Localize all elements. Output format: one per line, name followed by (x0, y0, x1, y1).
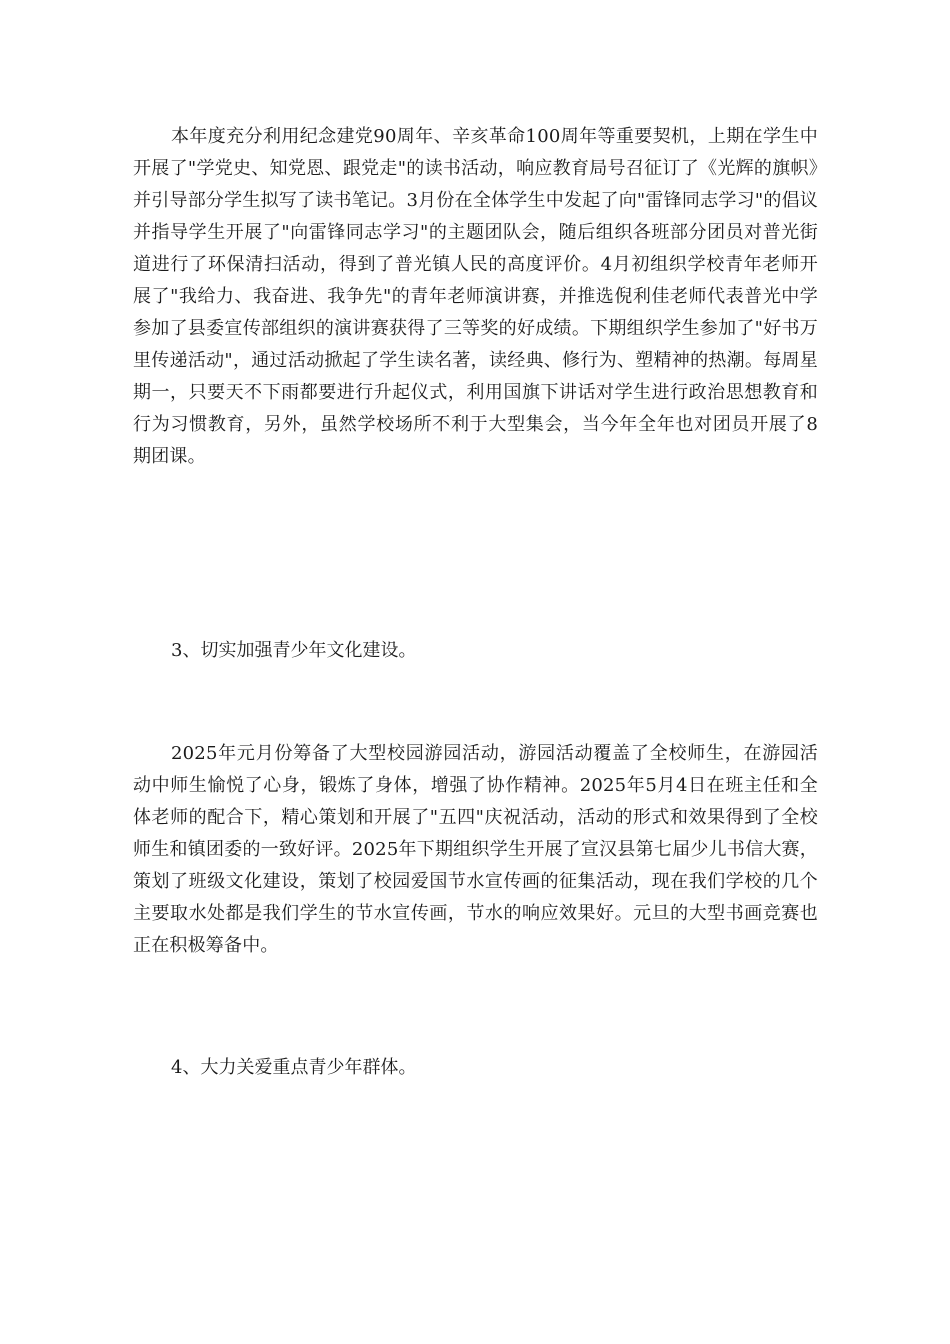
paragraph-culture-building: 2025年元月份筹备了大型校园游园活动，游园活动覆盖了全校师生，在游园活动中师生愉悦了心身，锻炼了身体，增强了协作精神。2025年5月4日在班主任和全体老师的配合下，精心策划和开展了"五四"庆祝活动，活动的形式和效果得到了全校师生和镇团委的一致好评。2025年下期组织学生开展了宣汉县第七届少儿书信大赛，策划了班级文化建设，策划了校园爱国节水宣传画的征集活动，现在我们学校的几个主要取水处都是我们学生的节水宣传画，节水的响应效果好。元旦的大型书画竞赛也正在积极筹备中。 (133, 743, 818, 956)
section-heading-4: 4、大力关爱重点青少年群体。 (171, 1057, 417, 1078)
paragraph-reading-activities: 本年度充分利用纪念建党90周年、辛亥革命100周年等重要契机，上期在学生中开展了"学党史、知党恩、跟党走"的读书活动，响应教育局号召征订了《光辉的旗帜》并引导部分学生拟写了读书笔记。3月份在全体学生中发起了向"雷锋同志学习"的倡议并指导学生开展了"向雷锋同志学习"的主题团队会，随后组织各班部分团员对普光街道进行了环保清扫活动，得到了普光镇人民的高度评价。4月初组织学校青年老师开展了"我给力、我奋进、我争先"的青年老师演讲赛，并推选倪利佳老师代表普光中学参加了县委宣传部组织的演讲赛获得了三等奖的好成绩。下期组织学生参加了"好书万里传递活动"，通过活动掀起了学生读名著，读经典、修行为、塑精神的热潮。每周星期一，只要天不下雨都要进行升起仪式，利用国旗下讲话对学生进行政治思想教育和行为习惯教育，另外，虽然学校场所不利于大型集会，当今年全年也对团员开展了8期团课。 (133, 126, 818, 467)
section-heading-3: 3、切实加强青少年文化建设。 (171, 640, 417, 661)
